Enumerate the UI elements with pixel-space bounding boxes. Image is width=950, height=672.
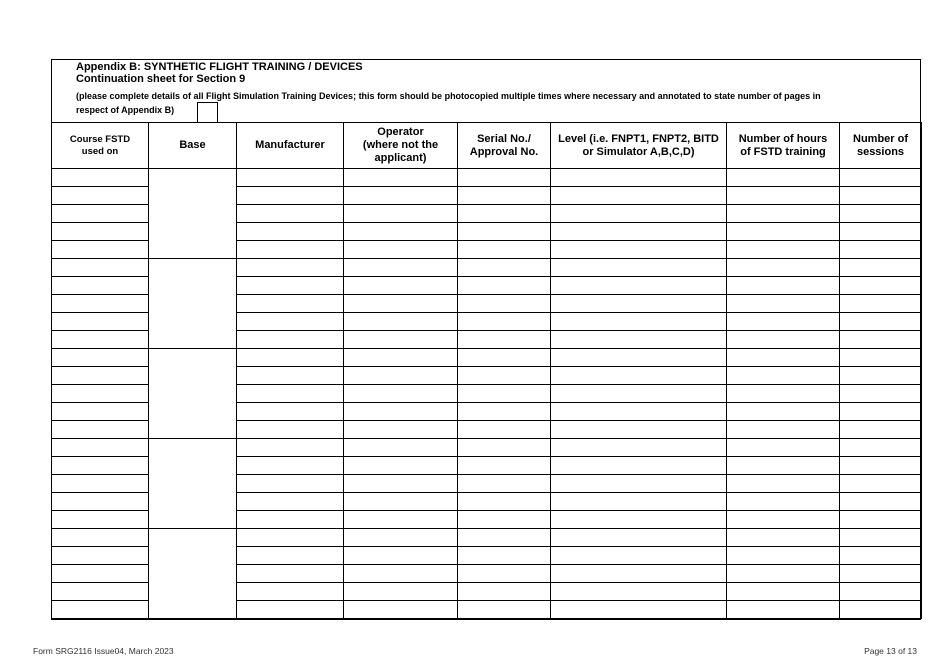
serial-no-cell[interactable] <box>458 421 551 439</box>
hours-cell[interactable] <box>727 169 840 187</box>
sessions-cell[interactable] <box>840 187 922 205</box>
sessions-cell[interactable] <box>840 547 922 565</box>
sessions-cell[interactable] <box>840 331 922 349</box>
level-cell[interactable] <box>551 169 727 187</box>
hours-cell[interactable] <box>727 403 840 421</box>
serial-no-cell[interactable] <box>458 205 551 223</box>
number-of-pages-field[interactable] <box>197 102 218 122</box>
serial-no-cell[interactable] <box>458 241 551 259</box>
serial-no-cell[interactable] <box>458 223 551 241</box>
manufacturer-cell[interactable] <box>237 475 344 493</box>
form-title: Appendix B: SYNTHETIC FLIGHT TRAINING / DEVICES <box>76 61 363 73</box>
form-subtitle: Continuation sheet for Section 9 <box>76 73 246 85</box>
operator-cell[interactable] <box>344 475 458 493</box>
level-cell[interactable] <box>551 403 727 421</box>
sessions-cell[interactable] <box>840 421 922 439</box>
operator-cell[interactable] <box>344 331 458 349</box>
operator-cell[interactable] <box>344 529 458 547</box>
operator-cell[interactable] <box>344 385 458 403</box>
sessions-cell[interactable] <box>840 583 922 601</box>
hours-cell[interactable] <box>727 205 840 223</box>
table-row <box>52 529 922 547</box>
course-fstd-cell[interactable] <box>52 259 149 277</box>
operator-cell[interactable] <box>344 601 458 619</box>
level-cell[interactable] <box>551 421 727 439</box>
hours-cell[interactable] <box>727 295 840 313</box>
level-cell[interactable] <box>551 205 727 223</box>
manufacturer-cell[interactable] <box>237 241 344 259</box>
serial-no-cell[interactable] <box>458 529 551 547</box>
operator-cell[interactable] <box>344 493 458 511</box>
manufacturer-cell[interactable] <box>237 529 344 547</box>
manufacturer-cell[interactable] <box>237 583 344 601</box>
table-row <box>52 349 922 367</box>
manufacturer-cell[interactable] <box>237 187 344 205</box>
page-number: Page 13 of 13 <box>864 646 917 656</box>
operator-cell[interactable] <box>344 241 458 259</box>
operator-cell[interactable] <box>344 223 458 241</box>
hours-cell[interactable] <box>727 259 840 277</box>
manufacturer-cell[interactable] <box>237 331 344 349</box>
level-cell[interactable] <box>551 529 727 547</box>
hours-cell[interactable] <box>727 457 840 475</box>
operator-cell[interactable] <box>344 295 458 313</box>
serial-no-cell[interactable] <box>458 583 551 601</box>
hours-cell[interactable] <box>727 583 840 601</box>
fstd-table <box>51 122 922 619</box>
column-header-manufacturer: Manufacturer <box>237 123 344 169</box>
serial-no-cell[interactable] <box>458 475 551 493</box>
form-instructions-line1: (please complete details of all Flight Simulation Training Devices; this form should be photocopied multiple times where necessary and annotated to state number of pages in <box>76 91 821 101</box>
level-cell[interactable] <box>551 367 727 385</box>
level-cell[interactable] <box>551 475 727 493</box>
manufacturer-cell[interactable] <box>237 223 344 241</box>
sessions-cell[interactable] <box>840 385 922 403</box>
manufacturer-cell[interactable] <box>237 511 344 529</box>
column-header-hours: Number of hours of FSTD training <box>727 123 840 169</box>
appendix-b-form <box>51 59 921 620</box>
form-instructions-line2: respect of Appendix B) <box>76 105 175 115</box>
level-cell[interactable] <box>551 349 727 367</box>
column-header-course-fstd: Course FSTD used on <box>52 123 149 169</box>
level-cell[interactable] <box>551 295 727 313</box>
serial-no-cell[interactable] <box>458 313 551 331</box>
hours-cell[interactable] <box>727 421 840 439</box>
hours-cell[interactable] <box>727 493 840 511</box>
hours-cell[interactable] <box>727 439 840 457</box>
form-header <box>52 60 920 123</box>
column-header-level: Level (i.e. FNPT1, FNPT2, BITD or Simulator A,B,C,D) <box>551 123 727 169</box>
sessions-cell[interactable] <box>840 565 922 583</box>
hours-cell[interactable] <box>727 367 840 385</box>
course-fstd-cell[interactable] <box>52 331 149 349</box>
course-fstd-cell[interactable] <box>52 241 149 259</box>
hours-cell[interactable] <box>727 331 840 349</box>
operator-cell[interactable] <box>344 187 458 205</box>
course-fstd-cell[interactable] <box>52 403 149 421</box>
sessions-cell[interactable] <box>840 259 922 277</box>
table-row <box>52 259 922 277</box>
level-cell[interactable] <box>551 565 727 583</box>
course-fstd-cell[interactable] <box>52 187 149 205</box>
manufacturer-cell[interactable] <box>237 547 344 565</box>
manufacturer-cell[interactable] <box>237 277 344 295</box>
serial-no-cell[interactable] <box>458 601 551 619</box>
operator-cell[interactable] <box>344 439 458 457</box>
table-body <box>52 169 922 619</box>
serial-no-cell[interactable] <box>458 385 551 403</box>
manufacturer-cell[interactable] <box>237 439 344 457</box>
operator-cell[interactable] <box>344 547 458 565</box>
operator-cell[interactable] <box>344 565 458 583</box>
course-fstd-cell[interactable] <box>52 547 149 565</box>
serial-no-cell[interactable] <box>458 295 551 313</box>
course-fstd-cell[interactable] <box>52 169 149 187</box>
operator-cell[interactable] <box>344 349 458 367</box>
serial-no-cell[interactable] <box>458 367 551 385</box>
level-cell[interactable] <box>551 277 727 295</box>
course-fstd-cell[interactable] <box>52 421 149 439</box>
operator-cell[interactable] <box>344 367 458 385</box>
hours-cell[interactable] <box>727 547 840 565</box>
operator-cell[interactable] <box>344 511 458 529</box>
column-header-serial-no: Serial No./ Approval No. <box>458 123 551 169</box>
course-fstd-cell[interactable] <box>52 205 149 223</box>
level-cell[interactable] <box>551 241 727 259</box>
serial-no-cell[interactable] <box>458 277 551 295</box>
manufacturer-cell[interactable] <box>237 385 344 403</box>
serial-no-cell[interactable] <box>458 187 551 205</box>
base-cell[interactable] <box>149 259 237 349</box>
course-fstd-cell[interactable] <box>52 385 149 403</box>
table-row <box>52 439 922 457</box>
hours-cell[interactable] <box>727 511 840 529</box>
hours-cell[interactable] <box>727 313 840 331</box>
sessions-cell[interactable] <box>840 529 922 547</box>
hours-cell[interactable] <box>727 385 840 403</box>
column-header-operator: Operator (where not the applicant) <box>344 123 458 169</box>
course-fstd-cell[interactable] <box>52 493 149 511</box>
sessions-cell[interactable] <box>840 601 922 619</box>
operator-cell[interactable] <box>344 205 458 223</box>
hours-cell[interactable] <box>727 349 840 367</box>
serial-no-cell[interactable] <box>458 457 551 475</box>
course-fstd-cell[interactable] <box>52 511 149 529</box>
level-cell[interactable] <box>551 259 727 277</box>
manufacturer-cell[interactable] <box>237 421 344 439</box>
operator-cell[interactable] <box>344 583 458 601</box>
manufacturer-cell[interactable] <box>237 349 344 367</box>
hours-cell[interactable] <box>727 529 840 547</box>
operator-cell[interactable] <box>344 421 458 439</box>
hours-cell[interactable] <box>727 277 840 295</box>
course-fstd-cell[interactable] <box>52 349 149 367</box>
level-cell[interactable] <box>551 439 727 457</box>
serial-no-cell[interactable] <box>458 259 551 277</box>
level-cell[interactable] <box>551 547 727 565</box>
sessions-cell[interactable] <box>840 241 922 259</box>
operator-cell[interactable] <box>344 169 458 187</box>
manufacturer-cell[interactable] <box>237 601 344 619</box>
sessions-cell[interactable] <box>840 439 922 457</box>
manufacturer-cell[interactable] <box>237 367 344 385</box>
sessions-cell[interactable] <box>840 457 922 475</box>
hours-cell[interactable] <box>727 565 840 583</box>
manufacturer-cell[interactable] <box>237 457 344 475</box>
serial-no-cell[interactable] <box>458 169 551 187</box>
level-cell[interactable] <box>551 331 727 349</box>
course-fstd-cell[interactable] <box>52 601 149 619</box>
sessions-cell[interactable] <box>840 295 922 313</box>
course-fstd-cell[interactable] <box>52 439 149 457</box>
operator-cell[interactable] <box>344 259 458 277</box>
course-fstd-cell[interactable] <box>52 277 149 295</box>
base-cell[interactable] <box>149 169 237 259</box>
column-header-sessions: Number of sessions <box>840 123 922 169</box>
course-fstd-cell[interactable] <box>52 565 149 583</box>
hours-cell[interactable] <box>727 187 840 205</box>
course-fstd-cell[interactable] <box>52 223 149 241</box>
course-fstd-cell[interactable] <box>52 367 149 385</box>
manufacturer-cell[interactable] <box>237 169 344 187</box>
hours-cell[interactable] <box>727 601 840 619</box>
sessions-cell[interactable] <box>840 223 922 241</box>
serial-no-cell[interactable] <box>458 403 551 421</box>
level-cell[interactable] <box>551 385 727 403</box>
hours-cell[interactable] <box>727 241 840 259</box>
course-fstd-cell[interactable] <box>52 529 149 547</box>
sessions-cell[interactable] <box>840 493 922 511</box>
level-cell[interactable] <box>551 457 727 475</box>
serial-no-cell[interactable] <box>458 349 551 367</box>
level-cell[interactable] <box>551 223 727 241</box>
sessions-cell[interactable] <box>840 205 922 223</box>
level-cell[interactable] <box>551 601 727 619</box>
course-fstd-cell[interactable] <box>52 313 149 331</box>
serial-no-cell[interactable] <box>458 547 551 565</box>
course-fstd-cell[interactable] <box>52 457 149 475</box>
operator-cell[interactable] <box>344 277 458 295</box>
course-fstd-cell[interactable] <box>52 475 149 493</box>
sessions-cell[interactable] <box>840 349 922 367</box>
base-cell[interactable] <box>149 529 237 619</box>
sessions-cell[interactable] <box>840 313 922 331</box>
manufacturer-cell[interactable] <box>237 295 344 313</box>
manufacturer-cell[interactable] <box>237 205 344 223</box>
level-cell[interactable] <box>551 493 727 511</box>
sessions-cell[interactable] <box>840 169 922 187</box>
manufacturer-cell[interactable] <box>237 403 344 421</box>
table-header-row <box>52 123 922 169</box>
sessions-cell[interactable] <box>840 403 922 421</box>
level-cell[interactable] <box>551 313 727 331</box>
course-fstd-cell[interactable] <box>52 295 149 313</box>
level-cell[interactable] <box>551 187 727 205</box>
base-cell[interactable] <box>149 349 237 439</box>
level-cell[interactable] <box>551 511 727 529</box>
base-cell[interactable] <box>149 439 237 529</box>
sessions-cell[interactable] <box>840 277 922 295</box>
manufacturer-cell[interactable] <box>237 493 344 511</box>
serial-no-cell[interactable] <box>458 511 551 529</box>
table-row <box>52 169 922 187</box>
sessions-cell[interactable] <box>840 511 922 529</box>
operator-cell[interactable] <box>344 313 458 331</box>
operator-cell[interactable] <box>344 403 458 421</box>
column-header-base: Base <box>149 123 237 169</box>
course-fstd-cell[interactable] <box>52 583 149 601</box>
level-cell[interactable] <box>551 583 727 601</box>
sessions-cell[interactable] <box>840 475 922 493</box>
hours-cell[interactable] <box>727 475 840 493</box>
manufacturer-cell[interactable] <box>237 259 344 277</box>
operator-cell[interactable] <box>344 457 458 475</box>
hours-cell[interactable] <box>727 223 840 241</box>
serial-no-cell[interactable] <box>458 439 551 457</box>
serial-no-cell[interactable] <box>458 331 551 349</box>
manufacturer-cell[interactable] <box>237 565 344 583</box>
serial-no-cell[interactable] <box>458 493 551 511</box>
serial-no-cell[interactable] <box>458 565 551 583</box>
sessions-cell[interactable] <box>840 367 922 385</box>
manufacturer-cell[interactable] <box>237 313 344 331</box>
form-reference: Form SRG2116 Issue04, March 2023 <box>33 646 174 656</box>
